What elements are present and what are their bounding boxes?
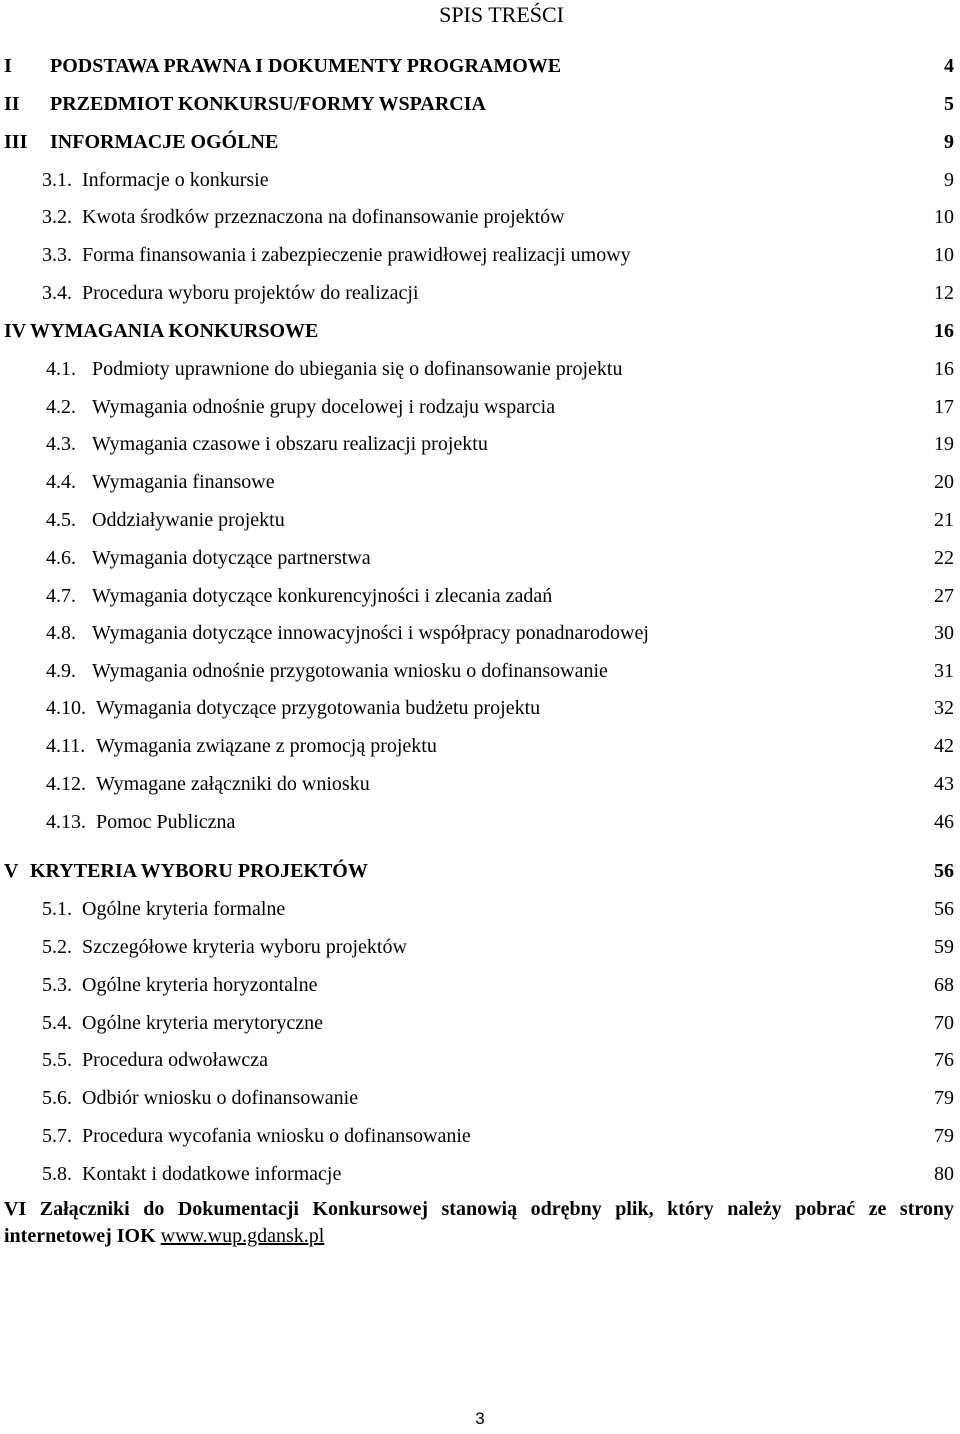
- toc-entry[interactable]: [0, 932, 960, 962]
- toc-entry-number: 3.4.: [42, 282, 72, 304]
- toc-entry-title: Wymagania czasowe i obszaru realizacji projektu: [92, 433, 488, 455]
- toc-entry-title: PRZEDMIOT KONKURSU/FORMY WSPARCIA: [50, 93, 486, 115]
- toc-entry-title: Kontakt i dodatkowe informacje: [82, 1163, 342, 1185]
- toc-entry[interactable]: [0, 429, 960, 459]
- toc-entry-page: 30: [934, 622, 954, 644]
- toc-entry-number: IV: [4, 320, 27, 342]
- toc-entry-page: 79: [934, 1087, 954, 1109]
- toc-entry-title: Ogólne kryteria horyzontalne: [82, 974, 318, 996]
- toc-entry[interactable]: [0, 581, 960, 611]
- toc-entry[interactable]: [0, 202, 960, 232]
- toc-entry-page: 79: [934, 1125, 954, 1147]
- toc-entry-page: 76: [934, 1049, 954, 1071]
- toc-entry[interactable]: [0, 807, 960, 837]
- toc-entry-page: 9: [944, 169, 954, 191]
- toc-entry-title: Wymagania odnośnie grupy docelowej i rodzaju wsparcia: [92, 396, 556, 418]
- toc-entry-title: Wymagania związane z promocją projektu: [96, 735, 437, 757]
- toc-entry[interactable]: [0, 505, 960, 535]
- toc-entry[interactable]: [0, 543, 960, 573]
- toc-entry-number: 5.7.: [42, 1125, 72, 1147]
- toc-entry[interactable]: [0, 693, 960, 723]
- toc-entry-title: Szczegółowe kryteria wyboru projektów: [82, 936, 407, 958]
- page-number: 3: [475, 1409, 485, 1428]
- toc-entry-page: 27: [934, 585, 954, 607]
- toc-entry-title: Ogólne kryteria formalne: [82, 898, 286, 920]
- toc-entry-title: Pomoc Publiczna: [96, 811, 236, 833]
- toc-entry-title: Kwota środków przeznaczona na dofinansowanie projektów: [82, 206, 565, 228]
- toc-entry[interactable]: [0, 240, 960, 270]
- toc-entry-number: I: [4, 55, 12, 77]
- toc-entry-title: Oddziaływanie projektu: [92, 509, 285, 531]
- page-title: SPIS TREŚCI: [439, 2, 564, 27]
- toc-entry-title: Procedura wycofania wniosku o dofinansowanie: [82, 1125, 471, 1147]
- toc-entry-number: II: [4, 93, 20, 115]
- toc-entry[interactable]: [0, 89, 960, 119]
- toc-entry[interactable]: [0, 278, 960, 308]
- toc-entry[interactable]: [0, 316, 960, 346]
- toc-entry-number: 4.11.: [46, 735, 86, 757]
- toc-entry-number: V: [4, 860, 19, 882]
- toc-entry-page: 9: [944, 131, 954, 153]
- toc-entry-page: 31: [934, 660, 954, 682]
- toc-entry-page: 16: [934, 320, 954, 342]
- toc-entry-number: 5.4.: [42, 1012, 72, 1034]
- toc-entry[interactable]: [0, 894, 960, 924]
- toc-entry-page: 42: [934, 735, 954, 757]
- toc-entry-page: 56: [934, 860, 954, 882]
- toc-entry[interactable]: [0, 1008, 960, 1038]
- toc-entry-title: Odbiór wniosku o dofinansowanie: [82, 1087, 359, 1109]
- toc-entry-number: 3.3.: [42, 244, 72, 266]
- toc-entry-page: 10: [934, 244, 954, 266]
- toc-entry[interactable]: [0, 1121, 960, 1151]
- toc-entry-page: 32: [934, 697, 954, 719]
- toc-entry[interactable]: [0, 392, 960, 422]
- toc-entry-number: 4.9.: [46, 660, 76, 682]
- toc-entry-page: 80: [934, 1163, 954, 1185]
- toc-entry-number: III: [4, 131, 28, 153]
- toc-entry-title: Wymagania dotyczące konkurencyjności i zlecania zadań: [92, 585, 553, 607]
- toc-entry-number: 5.2.: [42, 936, 72, 958]
- toc-entry[interactable]: [0, 856, 960, 886]
- toc-entry-title: Forma finansowania i zabezpieczenie prawidłowej realizacji umowy: [82, 244, 631, 266]
- toc-entry-page: 46: [934, 811, 954, 833]
- toc-entry-number: 3.2.: [42, 206, 72, 228]
- toc-entry-title: KRYTERIA WYBORU PROJEKTÓW: [30, 860, 368, 882]
- toc-entry[interactable]: [0, 354, 960, 384]
- toc-entry-title: Wymagania dotyczące innowacyjności i współpracy ponadnarodowej: [92, 622, 649, 644]
- toc-entry-number: 4.3.: [46, 433, 76, 455]
- toc-entry-title: Wymagania dotyczące przygotowania budżetu projektu: [96, 697, 541, 719]
- toc-entry[interactable]: [0, 467, 960, 497]
- toc-entry-number: 5.8.: [42, 1163, 72, 1185]
- toc-entry-page: 12: [934, 282, 954, 304]
- toc-entry-page: 56: [934, 898, 954, 920]
- toc-entry[interactable]: [0, 1083, 960, 1113]
- toc-entry-number: 4.8.: [46, 622, 76, 644]
- toc-entry-page: 16: [934, 358, 954, 380]
- toc-entry-number: 5.5.: [42, 1049, 72, 1071]
- toc-entry-title: Wymagania finansowe: [92, 471, 275, 493]
- toc-entry-number: 4.10.: [46, 697, 86, 719]
- toc-entry[interactable]: [0, 618, 960, 648]
- toc-entry[interactable]: [0, 769, 960, 799]
- toc-entry-number: 4.7.: [46, 585, 76, 607]
- toc-entry-page: 70: [934, 1012, 954, 1034]
- toc-entry-number: 3.1.: [42, 169, 72, 191]
- attachments-note: [4, 1196, 954, 1250]
- toc-entry-page: 19: [934, 433, 954, 455]
- toc-entry-number: 4.1.: [46, 358, 76, 380]
- toc-entry-number: 4.4.: [46, 471, 76, 493]
- toc-entry-number: 4.12.: [46, 773, 86, 795]
- toc-entry-number: 5.6.: [42, 1087, 72, 1109]
- toc-entry-page: 68: [934, 974, 954, 996]
- toc-entry-page: 21: [934, 509, 954, 531]
- toc-entry-page: 22: [934, 547, 954, 569]
- toc-entry-number: 4.13.: [46, 811, 86, 833]
- toc-entry[interactable]: [0, 656, 960, 686]
- toc-entry-number: 5.1.: [42, 898, 72, 920]
- toc-entry[interactable]: [0, 165, 960, 195]
- toc-entry-title: Procedura odwoławcza: [82, 1049, 269, 1071]
- toc-entry-number: 4.5.: [46, 509, 76, 531]
- toc-entry[interactable]: [0, 1045, 960, 1075]
- toc-entry-title: Podmioty uprawnione do ubiegania się o dofinansowanie projektu: [92, 358, 623, 380]
- iok-website-link[interactable]: www.wup.gdansk.pl: [160, 1225, 325, 1247]
- toc-entry-title: PODSTAWA PRAWNA I DOKUMENTY PROGRAMOWE: [50, 55, 562, 77]
- toc-entry-title: WYMAGANIA KONKURSOWE: [30, 320, 319, 342]
- toc-entry-page: 59: [934, 936, 954, 958]
- toc-entry-title: Wymagane załączniki do wniosku: [96, 773, 370, 795]
- toc-entry[interactable]: [0, 731, 960, 761]
- toc-entry-page: 17: [934, 396, 954, 418]
- toc-entry-number: 4.6.: [46, 547, 76, 569]
- toc-entry-page: 20: [934, 471, 954, 493]
- toc-entry-title: INFORMACJE OGÓLNE: [50, 131, 279, 153]
- toc-entry[interactable]: [0, 970, 960, 1000]
- toc-entry-page: 43: [934, 773, 954, 795]
- attachments-note-text: VI Załączniki do Dokumentacji Konkursowej stanowią odrębny plik, który należy pobrać ze strony internetowej IOK: [4, 1198, 954, 1247]
- toc-entry-title: Wymagania odnośnie przygotowania wniosku o dofinansowanie: [92, 660, 608, 682]
- toc-entry-title: Informacje o konkursie: [82, 169, 269, 191]
- toc-entry-number: 4.2.: [46, 396, 76, 418]
- toc-entry-page: 4: [944, 55, 954, 77]
- toc-entry-title: Ogólne kryteria merytoryczne: [82, 1012, 324, 1034]
- toc-entry-number: 5.3.: [42, 974, 72, 996]
- toc-entry-page: 10: [934, 206, 954, 228]
- toc-entry-title: Wymagania dotyczące partnerstwa: [92, 547, 371, 569]
- toc-entry[interactable]: [0, 127, 960, 157]
- toc-entry-page: 5: [944, 93, 954, 115]
- toc-entry[interactable]: [0, 1159, 960, 1189]
- toc-entry[interactable]: [0, 51, 960, 81]
- toc-entry-title: Procedura wyboru projektów do realizacji: [82, 282, 419, 304]
